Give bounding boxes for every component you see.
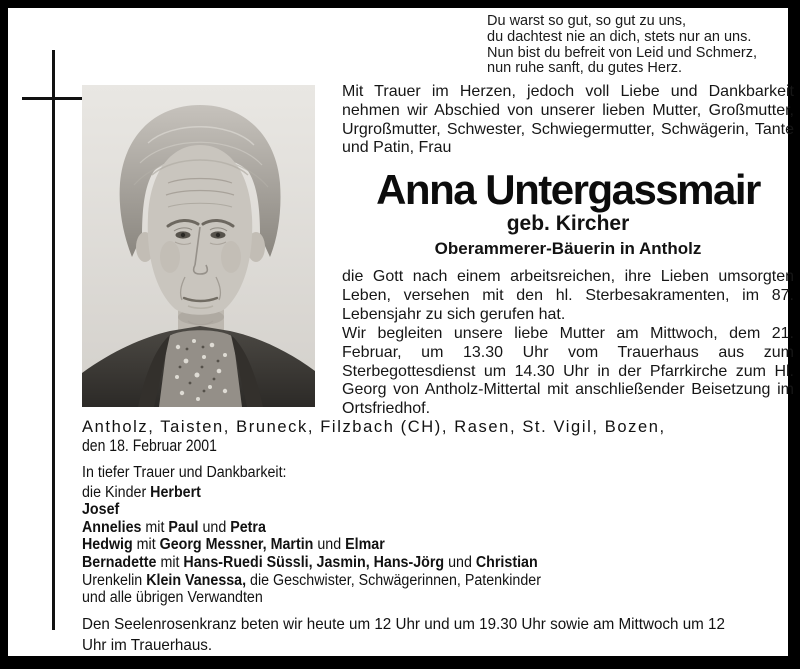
family-line: Josef [82, 501, 120, 519]
verse-line: nun ruhe sanft, du gutes Herz. [487, 60, 683, 77]
mourning-section [82, 464, 541, 607]
date-line: den 18. Februar 2001 [82, 437, 217, 455]
occupation-line: Oberammerer-Bäuerin in Antholz [434, 239, 702, 258]
memorial-cross-icon [52, 50, 55, 630]
family-line: Urenkelin Klein Vanessa, die Geschwister, Schwägerinnen, Patenkinder [82, 571, 541, 589]
family-list [82, 484, 541, 607]
memorial-verse [487, 14, 757, 77]
closing-paragraph: Den Seelenrosenkranz beten wir heute um 12 Uhr und um 19.30 Uhr sowie am Mittwoch um 12 Uhr im Trauerhaus. [82, 616, 725, 654]
portrait-photo [82, 85, 315, 407]
family-line: die Kinder Herbert [82, 483, 201, 501]
verse-line: du dachtest nie an dich, stets nur an uns. [487, 28, 752, 45]
portrait-illustration [82, 85, 315, 407]
verse-line: Nun bist du befreit von Leid und Schmerz, [487, 44, 758, 61]
verse-line: Du warst so gut, so gut zu uns, [487, 13, 687, 29]
memorial-cross-icon [22, 97, 85, 100]
maiden-name: geb. Kircher [506, 212, 630, 235]
notice-paper [8, 8, 794, 656]
family-line: Annelies mit Paul und Petra [82, 518, 266, 536]
family-line: und alle übrigen Verwandten [82, 589, 263, 607]
funeral-paragraph: Wir begleiten unsere liebe Mutter am Mittwoch, dem 21. Februar, um 13.30 Uhr vom Trauerhaus aus zum Sterbegottesdienst um 14.30 Uhr in der Pfarrkirche zum Hl. Georg von Antholz-Mittertal mit anschließender Beisetzung im Ortsfriedhof. [342, 325, 794, 418]
death-paragraph: die Gott nach einem arbeitsreichen, ihre Lieben umsorgten Leben, versehen mit den hl. Sterbesakramenten, im 87. Lebensjahr zu sich gerufen hat. [342, 268, 794, 323]
mourning-header: In tiefer Trauer und Dankbarkeit: [82, 464, 287, 481]
intro-paragraph: Mit Trauer im Herzen, jedoch voll Liebe und Dankbarkeit nehmen wir Abschied von unserer lieben Mutter, Großmutter, Urgroßmutter, Schwester, Schwiegermutter, Schwägerin, Tante und Patin, Frau [342, 83, 794, 157]
family-line: Bernadette mit Hans-Ruedi Süssli, Jasmin, Hans-Jörg und Christian [82, 553, 538, 571]
family-line: Hedwig mit Georg Messner, Martin und Elmar [82, 536, 385, 554]
deceased-name: Anna Untergassmair [376, 166, 760, 213]
places-line: Antholz, Taisten, Bruneck, Filzbach (CH), Rasen, St. Vigil, Bozen, [82, 418, 666, 436]
